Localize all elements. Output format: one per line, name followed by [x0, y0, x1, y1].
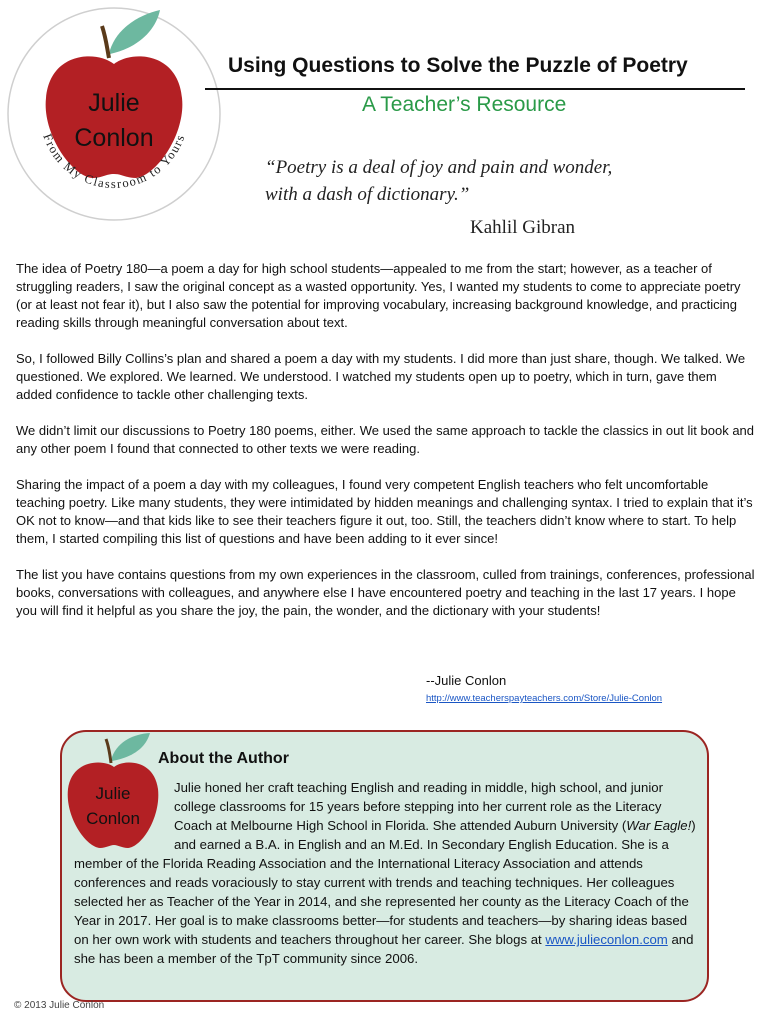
- body-paragraph: The list you have contains questions from my own experiences in the classroom, culled from trainings, conferences, professional books, conversations with colleagues, and anywhere else I have encountered poetry and teaching in the last 17 years. I hope you will find it helpful as you share the joy, the pain, the wonder, and the dictionary with your students!: [16, 567, 755, 618]
- store-link[interactable]: http://www.teacherspayteachers.com/Store/Julie-Conlon: [426, 693, 663, 704]
- logo-name-line2: Conlon: [74, 124, 154, 152]
- title-divider: [205, 88, 745, 90]
- copyright-footer: © 2013 Julie Conlon: [14, 1000, 105, 1011]
- body-paragraph: So, I followed Billy Collins’s plan and shared a poem a day with my students. I did more than just share, though. We talked. We questioned. We explored. We learned. We understood. I watched my students open up to poetry, which in turn, gave them added confidence to tackle other challenging texts.: [16, 351, 746, 402]
- quote-line-2: with a dash of dictionary.”: [265, 184, 470, 205]
- about-text-part-3: and she has been a member of the TpT community since 2006.: [74, 932, 694, 966]
- about-author-text: [74, 778, 702, 968]
- page-title: Using Questions to Solve the Puzzle of Poetry: [228, 54, 688, 77]
- body-paragraph: We didn’t limit our discussions to Poetry 180 poems, either. We used the same approach to tackle the classics in out lit book and any other poem I found that connected to other texts we were reading.: [16, 423, 755, 456]
- body-paragraph: The idea of Poetry 180—a poem a day for high school students—appealed to me from the start; however, as a teacher of struggling readers, I saw the original concept as a wasted opportunity. Yes, I wanted my students to come to appreciate poetry (or at least not fear it), but I also saw the potential for improving vocabulary, increasing background knowledge, and practicing reading skills through meaningful conversation about text.: [16, 261, 741, 330]
- about-author-heading: About the Author: [158, 750, 289, 767]
- about-text-part-2: ) and earned a B.A. in English and an M.Ed. In Secondary English Education. She is a member of the Florida Reading Association and the International Literacy Association and attends conferences and reads voraciously to stay current with trends and teaching techniques. Her colleagues selected her as Teacher of the Year in 2014, and she represented her county as the Literacy Coach of the Year in 2017. Her goal is to make classrooms better—for students and teachers—by sharing ideas based on her own work with students and teachers throughout her career. She blogs at: [74, 818, 696, 947]
- blog-link[interactable]: www.julieconlon.com: [545, 932, 668, 947]
- logo-spacer: [74, 778, 174, 854]
- julie-conlon-logo: [6, 6, 222, 222]
- quote-line-1: “Poetry is a deal of joy and pain and wonder,: [265, 157, 613, 178]
- logo-name-line1: Julie: [88, 89, 140, 117]
- quote-attribution: Kahlil Gibran: [470, 217, 576, 238]
- body-paragraph: Sharing the impact of a poem a day with my colleagues, I found very competent English teachers who felt uncomfortable teaching poetry. Like many students, they were intimidated by hidden meanings and challenging syntax. I tried to explain that it’s OK not to know—and that kids like to see their teachers figure it out, too. Still, the teachers didn’t know where to start. To help them, I started compiling this list of questions and have been adding to it ever since!: [16, 477, 753, 546]
- signature: --Julie Conlon: [426, 673, 507, 688]
- intro-body: [16, 260, 756, 638]
- logo-ring-text: From My Classroom to Yours: [40, 131, 188, 192]
- epigraph-quote: [265, 154, 685, 208]
- about-text-italic: War Eagle!: [626, 818, 692, 833]
- apple-leaf-icon: [112, 733, 150, 761]
- about-text-part-1: Julie honed her craft teaching English and reading in middle, high school, and junior college classrooms for 15 years before stepping into her current role as the Literacy Coach at Melbourne High School in Florida. She attended Auburn University (: [174, 780, 663, 833]
- author-logo-name-line1: Julie: [95, 784, 131, 803]
- page-subtitle: A Teacher’s Resource: [362, 93, 567, 116]
- author-logo-name-line2: Conlon: [86, 809, 140, 828]
